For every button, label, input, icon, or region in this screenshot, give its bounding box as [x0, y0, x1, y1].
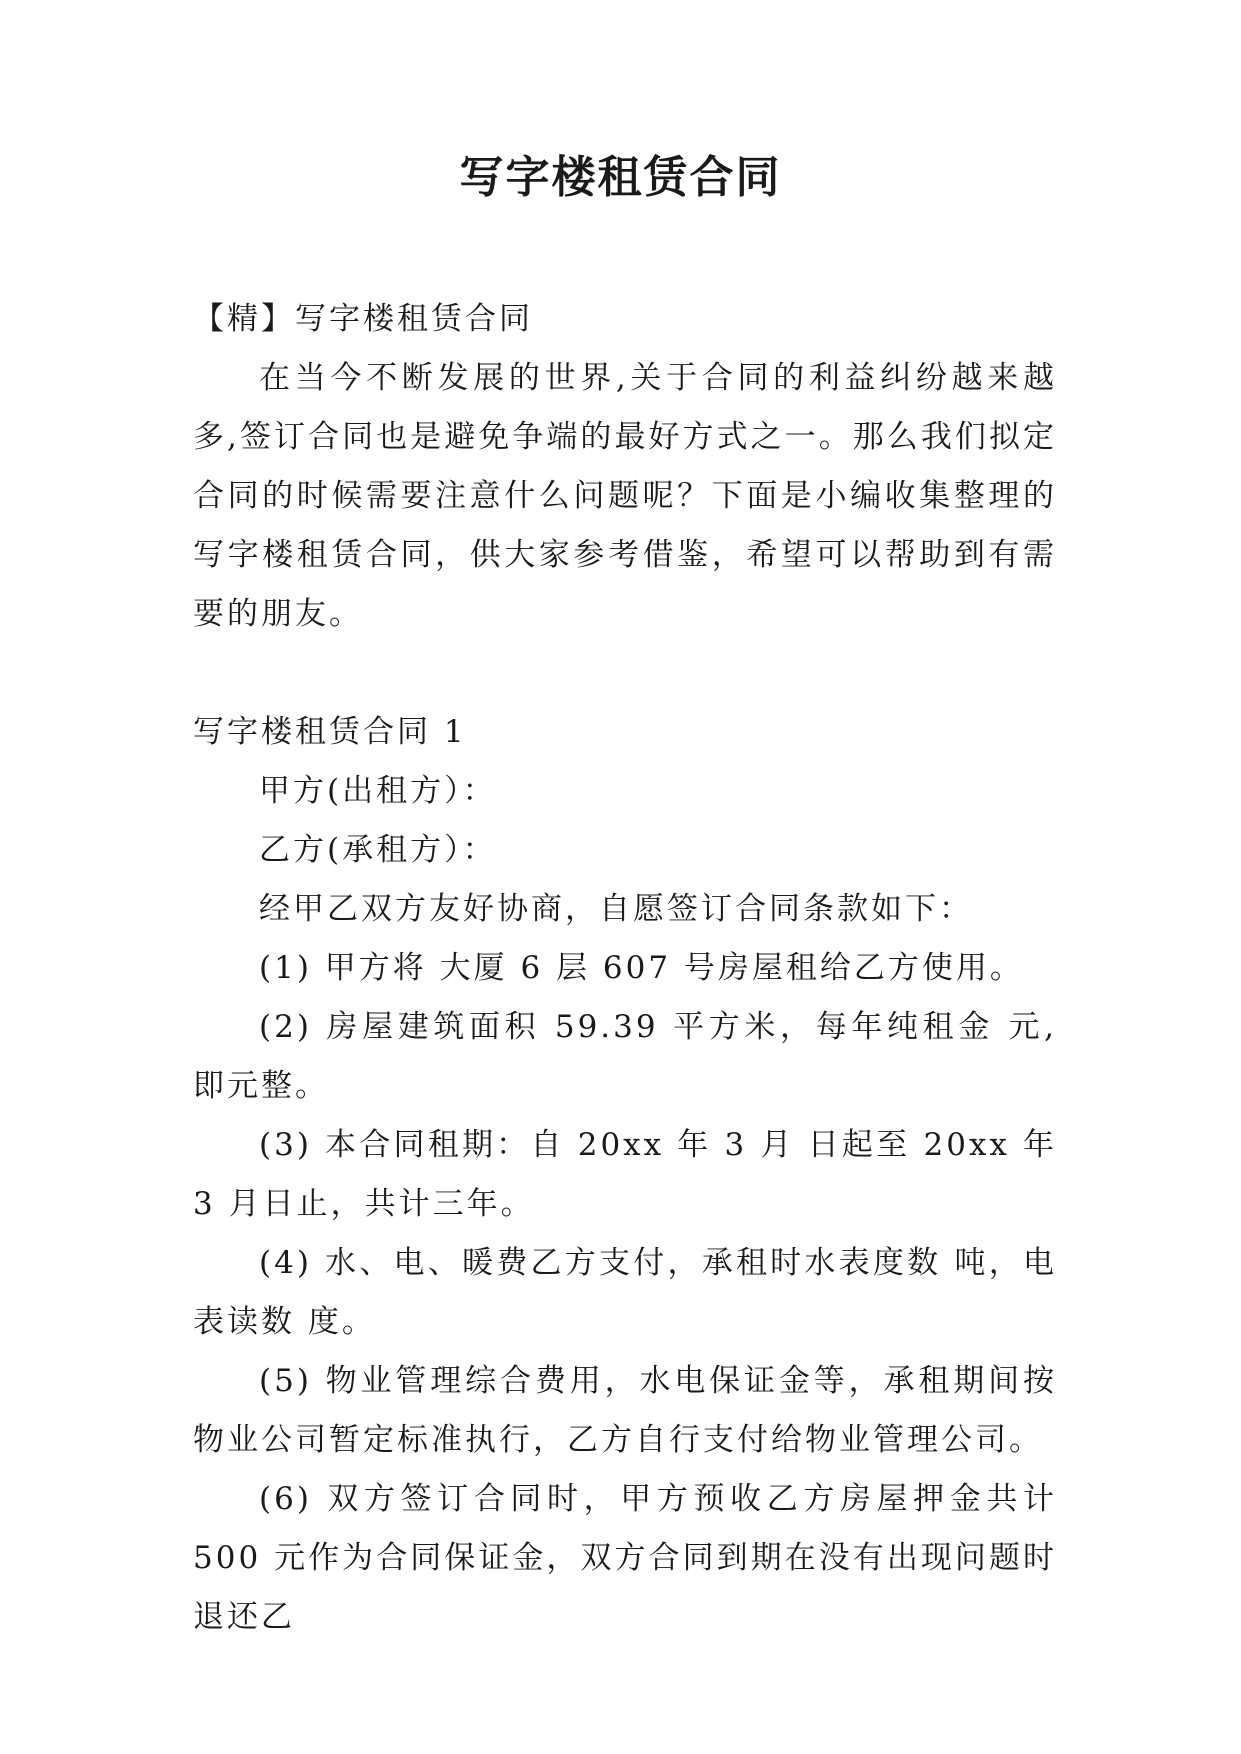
clause-4: (4) 水、电、暖费乙方支付，承租时水表度数 吨，电表读数 度。 — [193, 1245, 1057, 1340]
section-heading: 写字楼租赁合同 1 — [193, 714, 467, 750]
preamble-line: 经甲乙双方友好协商，自愿签订合同条款如下： — [259, 891, 973, 927]
clause-1: (1) 甲方将 大厦 6 层 607 号房屋租给乙方使用。 — [259, 950, 1024, 986]
clause-3: (3) 本合同租期：自 20xx 年 3 月 日起至 20xx 年 3 月日止，共计三年。 — [193, 1127, 1057, 1222]
party-b-line: 乙方(承租方）： — [259, 832, 497, 868]
paragraph-gap — [193, 644, 1057, 703]
intro-paragraph: 在当今不断发展的世界,关于合同的利益纠纷越来越多,签订合同也是避免争端的最好方式之一。那么我们拟定合同的时候需要注意什么问题呢？下面是小编收集整理的写字楼租赁合同，供大家参考借鉴，希望可以帮助到有需要的朋友。 — [193, 360, 1057, 632]
clause-6: (6) 双方签订合同时，甲方预收乙方房屋押金共计 500 元作为合同保证金，双方合同到期在没有出现问题时退还乙 — [193, 1481, 1057, 1635]
document-body — [193, 290, 1057, 1647]
document-title: 写字楼租赁合同 — [459, 152, 782, 203]
document-subtitle: 【精】写字楼租赁合同 — [193, 301, 533, 337]
clause-2: (2) 房屋建筑面积 59.39 平方米，每年纯租金 元,即元整。 — [193, 1009, 1057, 1104]
party-a-line: 甲方(出租方）： — [259, 773, 497, 809]
clause-5: (5) 物业管理综合费用，水电保证金等，承租期间按物业公司暂定标准执行，乙方自行支付给物业管理公司。 — [193, 1363, 1057, 1458]
